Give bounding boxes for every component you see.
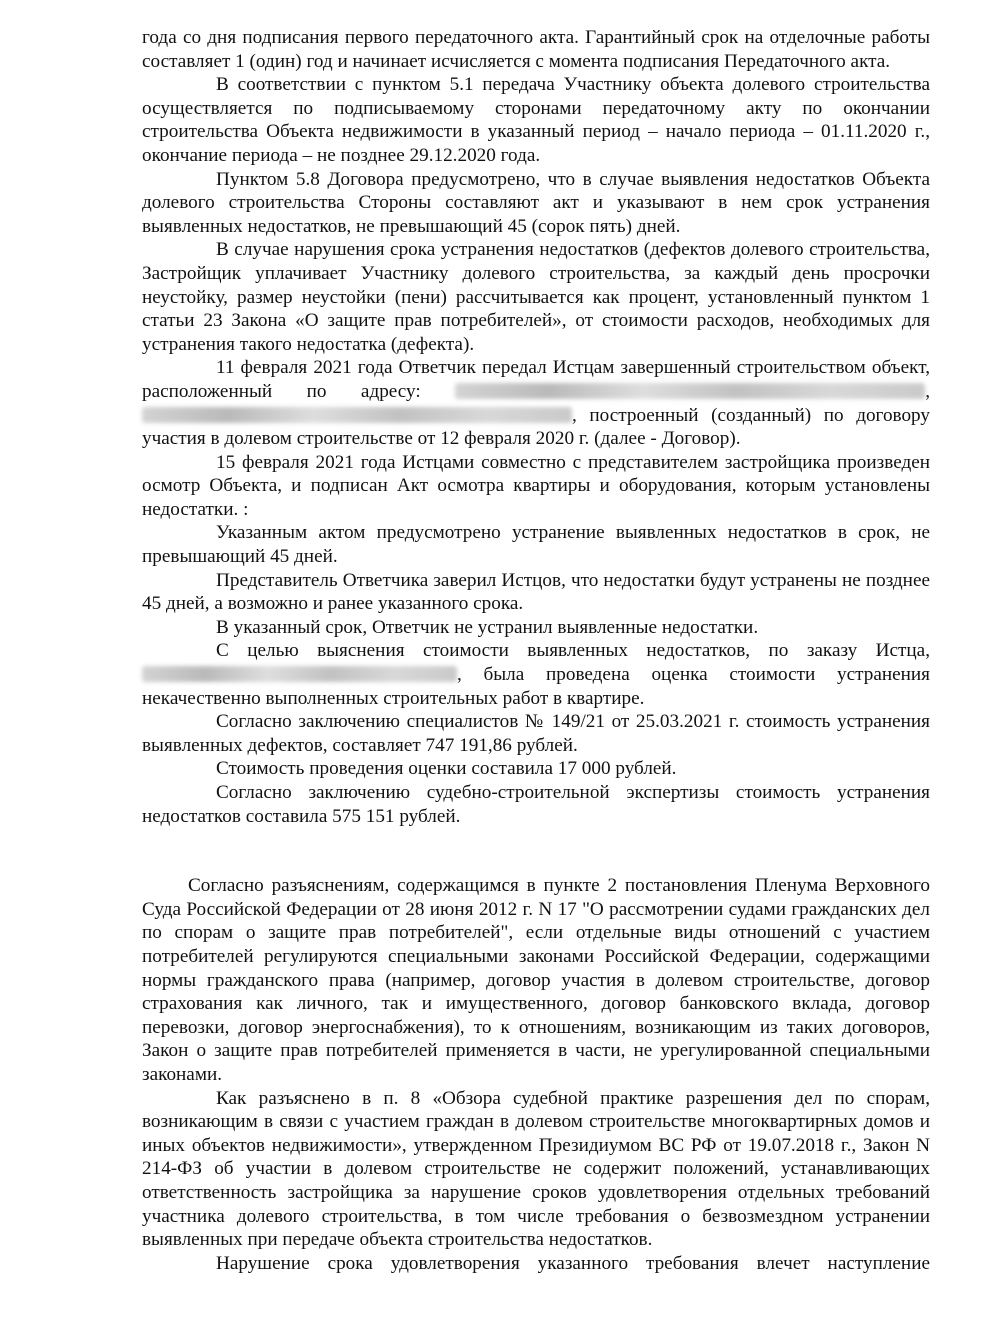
paragraph-assurance: Представитель Ответчика заверил Истцов, что недостатки будут устранены не позднее 45 дней, а возможно и ранее указанного срока. bbox=[142, 569, 930, 615]
transfer-text-3: , построенный (созданный) по договору участия в долевом строительстве от 12 февраля 2020 г. (далее - Договор). bbox=[142, 404, 930, 450]
paragraph-assessment-cost: Стоимость проведения оценки составила 17 000 рублей. bbox=[216, 758, 677, 780]
paragraph-expert-conclusion: Согласно заключению специалистов № 149/21 от 25.03.2021 г. стоимость устранения выявленных дефектов, составляет 747 191,86 рублей. bbox=[142, 711, 930, 756]
redacted-address-1 bbox=[455, 383, 925, 399]
paragraph-clause-5-1: В соответствии с пунктом 5.1 передача Участнику объекта долевого строительства осуществляется по подписываемому сторонами передаточному акту по окончании строительства Объекта недвижимости в указанный период – начало периода – 01.11.2020 г., окончание периода – не позднее 29.12.2020 года. bbox=[142, 74, 930, 166]
redacted-address-2 bbox=[142, 407, 572, 423]
section-gap bbox=[142, 828, 930, 874]
paragraph-clause-5-8: Пунктом 5.8 Договора предусмотрено, что в случае выявления недостатков Объекта долевого строительства Стороны составляют акт и указывают в нем срок устранения выявленных недостатков, не превышающий 45 (сорок пять) дней. bbox=[142, 168, 930, 237]
paragraph-penalty: В случае нарушения срока устранения недостатков (дефектов долевого строительства, Застройщик уплачивает Участнику долевого строительства, за каждый день просрочки неустойку, размер неустойки (пени) рассчитывается как процент, установленный пунктом 1 статьи 23 Закона «О защите прав потребителей», от стоимости расходов, необходимых для устранения такого недостатка (дефекта). bbox=[142, 239, 930, 355]
paragraph-court-expertise: Согласно заключению судебно-строительной экспертизы стоимость устранения недостатков составила 575 151 рублей. bbox=[142, 782, 930, 827]
paragraph-act-terms: Указанным актом предусмотрено устранение выявленных недостатков в срок, не превышающий 45 дней. bbox=[142, 522, 930, 568]
paragraph-inspection: 15 февраля 2021 года Истцами совместно с представителем застройщика произведен осмотр Объекта, и подписан Акт осмотра квартиры и оборудования, которым установлены недостатки. : bbox=[142, 451, 930, 520]
paragraph-transfer bbox=[142, 356, 930, 450]
paragraph-not-fixed: В указанный срок, Ответчик не устранил выявленные недостатки. bbox=[216, 616, 759, 638]
paragraph-review: Как разъяснено в п. 8 «Обзора судебной практике разрешения дел по спорам, возникающим в связи с участием граждан в долевом строительстве многоквартирных домов и иных объектов недвижимости», утвержденном Президиумом ВС РФ от 19.07.2018 г., Закон N 214-ФЗ об участии в долевом строительстве не содержит положений, устанавливающих ответственность застройщика за нарушение сроков удовлетворения отдельных требований участника долевого строительства, в том числе требования о безвозмездном устранении выявленных при передаче объекта строительства недостатков. bbox=[142, 1087, 930, 1251]
paragraph-plenum: Согласно разъяснениям, содержащимся в пункте 2 постановления Пленума Верховного Суда Российской Федерации от 28 июня 2012 г. N 17 "О рассмотрении судами гражданских дел по спорам о защите прав потребителей", если отдельные виды отношений с участием потребителей регулируются специальными законами Российской Федерации, содержащими нормы гражданского права (например, договор участия в долевом строительстве, договор страхования как личного, так и имущественного, договор банковского вклада, договор перевозки, договор энергоснабжения), то к отношениям, возникающим из таких договоров, Закон о защите прав потребителей применяется в части, не урегулированной специальными законами. bbox=[142, 875, 930, 1085]
assessment-text-1: С целью выяснения стоимости выявленных недостатков, по заказу Истца, bbox=[216, 640, 930, 662]
redacted-name bbox=[142, 666, 457, 682]
paragraph-violation: Нарушение срока удовлетворения указанного требования влечет наступление bbox=[216, 1252, 930, 1274]
paragraph-warranty: года со дня подписания первого передаточного акта. Гарантийный срок на отделочные работы составляет 1 (один) год и начинает исчисляется с момента подписания Передаточного акта. bbox=[142, 27, 930, 72]
transfer-text-1: 11 февраля 2021 года Ответчик передал Истцам завершенный строительством объект, расположенный по адресу: bbox=[142, 357, 930, 402]
transfer-text-2: , bbox=[925, 380, 930, 402]
paragraph-assessment bbox=[142, 639, 930, 710]
assessment-text-2: , была проведена оценка стоимости устранения некачественно выполненных строительных работ в квартире. bbox=[142, 664, 930, 709]
